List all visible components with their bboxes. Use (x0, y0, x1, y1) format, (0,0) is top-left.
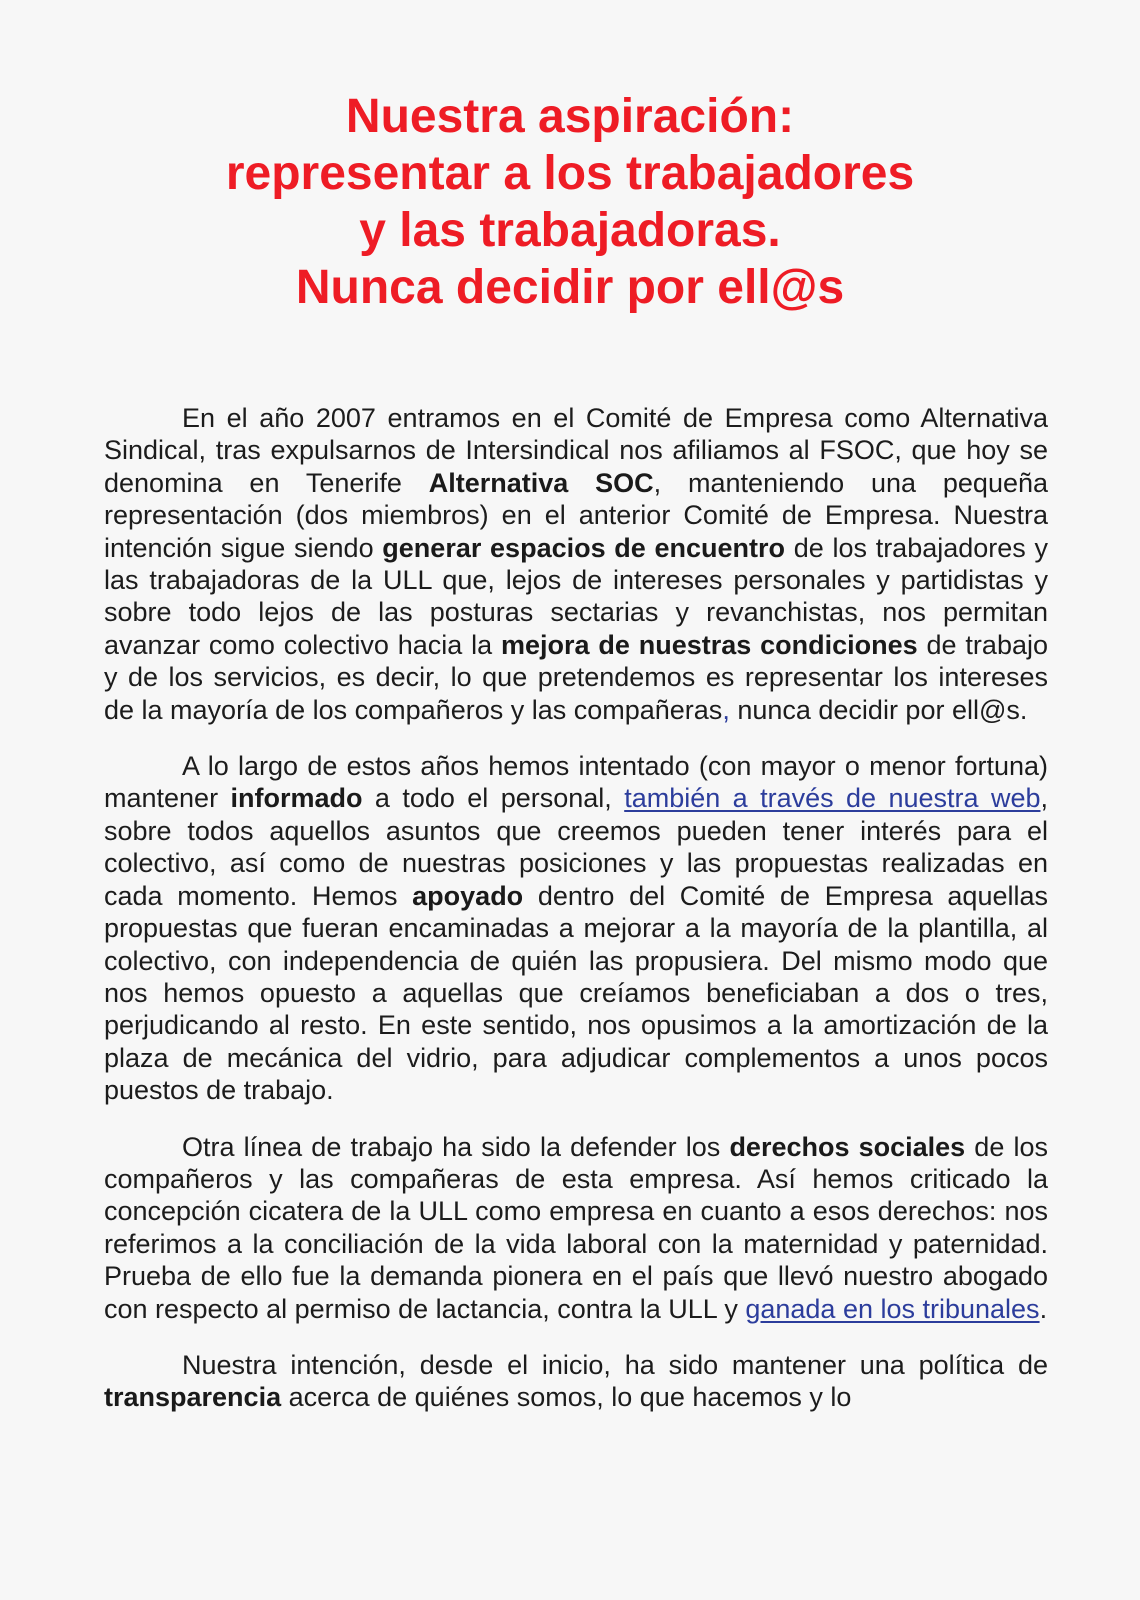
text-run: Nuestra intención, desde el inicio, ha sido mantener una política de (182, 1349, 1048, 1380)
text-run: , (722, 694, 730, 725)
bold-text: mejora de nuestras condiciones (500, 629, 918, 660)
bold-text: Alternativa SOC (428, 467, 654, 498)
bold-text: transparencia (104, 1382, 282, 1413)
title-line: y las trabajadoras. (359, 204, 781, 257)
bold-text: informado (230, 783, 363, 814)
bold-text: generar espacios de encuentro (382, 532, 786, 563)
page-title (80, 88, 1060, 316)
article-body (104, 402, 1048, 1438)
paragraph-2 (104, 750, 1048, 1106)
text-run: , manteniendo una pequeña representación (dos miembros) en el anterior Comité de Empresa. Nuestra intención sigue siendo (104, 467, 1049, 563)
text-run: . (1039, 1293, 1048, 1324)
text-run: de los compañeros y las compañeras de esta empresa. Así hemos criticado la concepción cicatera de la ULL como empresa en cuanto a esos derechos: nos referimos a la conciliación de la vida laboral con la maternidad y paternidad. Prueba de ello fue la demanda pionera en el país que llevó nuestro abogado con respecto al permiso de lactancia, contra la ULL y (104, 1131, 1048, 1324)
title-line: Nuestra aspiración: (345, 90, 795, 143)
title-line: Nunca decidir por ell@s (295, 261, 845, 314)
text-run: a todo el personal, (362, 783, 625, 814)
text-run: de trabajo y de los servicios, es decir, lo que pretendemos es representar los intereses de la mayoría de los compañeros y las compañeras (104, 629, 1048, 725)
text-run: nunca decidir por ell@s. (729, 694, 1028, 725)
text-run: En el año 2007 entramos en el Comité de Empresa como Alternativa Sindical, tras expulsarnos de Intersindical nos afiliamos al FSOC, que hoy se denomina en Tenerife (104, 403, 1048, 498)
text-run: A lo largo de estos años hemos intentado (con mayor o menor fortuna) mantener (104, 751, 1048, 814)
paragraph-1 (104, 402, 1048, 726)
bold-text: apoyado (412, 880, 524, 911)
paragraph-4 (104, 1349, 1048, 1414)
text-run: , sobre todos aquellos asuntos que creemos pueden tener interés para el colectivo, así como de nuestras posiciones y las propuestas realizadas en cada momento. Hemos (104, 783, 1048, 911)
text-run: dentro del Comité de Empresa aquellas propuestas que fueran encaminadas a mejorar a la mayoría de la plantilla, al colectivo, con independencia de quién las propusiera. Del mismo modo que nos hemos opuesto a aquellas que creíamos beneficiaban a dos o tres, perjudicando al resto. En este sentido, nos opusimos a la amortización de la plaza de mecánica del vidrio, para adjudicar complementos a unos pocos puestos de trabajo. (104, 880, 1048, 1106)
title-line: representar a los trabajadores (225, 147, 915, 200)
paragraph-3 (104, 1131, 1048, 1325)
text-run: Otra línea de trabajo ha sido la defender los (182, 1131, 730, 1162)
text-run: de los trabajadores y las trabajadoras de la ULL que, lejos de intereses personales y partidistas y sobre todo lejos de las posturas sectarias y revanchistas, nos permitan avanzar como colectivo hacia la (104, 532, 1048, 660)
web-link[interactable]: también a través de nuestra web (624, 783, 1041, 814)
bold-text: derechos sociales (729, 1131, 966, 1162)
text-run: acerca de quiénes somos, lo que hacemos y lo (281, 1382, 852, 1413)
tribunales-link[interactable]: ganada en los tribunales (745, 1293, 1040, 1324)
